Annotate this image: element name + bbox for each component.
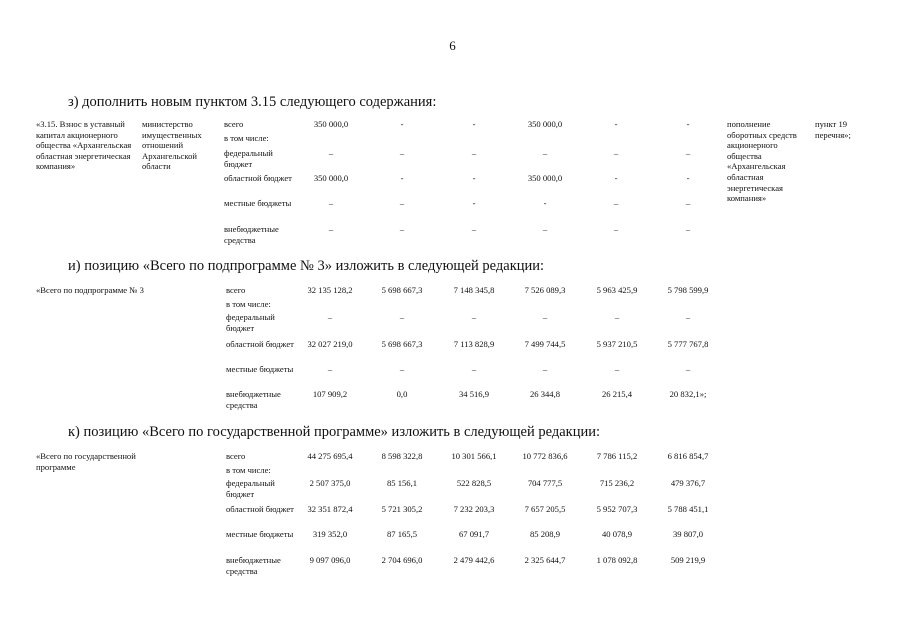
row-value-cell: 350 000,0 — [527, 119, 563, 129]
row-value-cell: 7 113 828,9 — [453, 339, 495, 349]
row-value-cell: 32 351 872,4 — [307, 504, 353, 514]
row-value-cell: 479 376,7 — [670, 478, 706, 488]
row-value-cell: 20 832,1»; — [669, 389, 707, 399]
row-label: областной бюджет — [226, 504, 294, 514]
row-value-cell: – — [685, 198, 691, 208]
row-value-cell: 5 952 707,3 — [596, 504, 638, 514]
row-value-cell: 1 078 092,8 — [596, 555, 638, 565]
section-z-result: пополнение оборотных средств акционерного общества «Архангельская областная энергетическая компания» — [727, 119, 797, 204]
row-label: в том числе: — [226, 465, 271, 475]
row-value-cell: 2 325 644,7 — [524, 555, 566, 565]
row-value-cell: 319 352,0 — [312, 529, 348, 539]
row-label: федеральный бюджет — [226, 312, 275, 333]
row-value-cell: 6 816 854,7 — [667, 451, 709, 461]
row-value-cell: 40 078,9 — [601, 529, 633, 539]
section-z-link: пункт 19 перечня»; — [815, 119, 851, 140]
row-value-cell: 5 788 451,1 — [667, 504, 709, 514]
row-value-cell: 7 499 744,5 — [524, 339, 566, 349]
row-value-cell: - — [400, 119, 404, 129]
row-value-cell: – — [542, 224, 548, 234]
row-value-cell: 107 909,2 — [312, 389, 348, 399]
row-value-cell: 26 344,8 — [529, 389, 561, 399]
row-label: местные бюджеты — [224, 198, 292, 208]
row-value-cell: – — [327, 364, 333, 374]
row-label: местные бюджеты — [226, 364, 294, 374]
row-value-cell: – — [399, 364, 405, 374]
row-value-cell: – — [399, 312, 405, 322]
row-value-cell: 44 275 695,4 — [307, 451, 353, 461]
row-label: в том числе: — [226, 299, 271, 309]
row-value-cell: – — [685, 148, 691, 158]
row-value-cell: – — [471, 364, 477, 374]
row-value-cell: – — [542, 312, 548, 322]
row-value-cell: 522 828,5 — [456, 478, 492, 488]
row-value-cell: 26 215,4 — [601, 389, 633, 399]
row-value-cell: 7 657 205,5 — [524, 504, 566, 514]
row-value-cell: 8 598 322,8 — [381, 451, 423, 461]
row-label: внебюджетные средства — [224, 224, 279, 245]
row-value-cell: – — [685, 224, 691, 234]
row-value-cell: 715 236,2 — [599, 478, 635, 488]
row-value-cell: 5 698 667,3 — [381, 339, 423, 349]
row-value-cell: 5 963 425,9 — [596, 285, 638, 295]
row-value-cell: – — [328, 198, 334, 208]
section-k-heading: к) позицию «Всего по государственной программе» изложить в следующей редакции: — [68, 424, 601, 440]
row-value-cell: 9 097 096,0 — [309, 555, 351, 565]
row-value-cell: – — [614, 364, 620, 374]
row-value-cell: 5 798 599,9 — [667, 285, 709, 295]
row-label: областной бюджет — [226, 339, 294, 349]
row-value-cell: 87 165,5 — [386, 529, 418, 539]
row-value-cell: - — [472, 119, 476, 129]
row-value-cell: 5 721 305,2 — [381, 504, 423, 514]
row-value-cell: 85 156,1 — [386, 478, 418, 488]
section-i-item-name: «Всего по подпрограмме № 3 — [36, 285, 144, 295]
row-value-cell: – — [542, 364, 548, 374]
row-value-cell: 85 208,9 — [529, 529, 561, 539]
row-value-cell: – — [685, 364, 691, 374]
row-value-cell: - — [543, 198, 547, 208]
page-number: 6 — [449, 38, 456, 53]
row-value-cell: - — [614, 119, 618, 129]
row-value-cell: 350 000,0 — [313, 119, 349, 129]
row-label: всего — [226, 451, 246, 461]
row-label: в том числе: — [224, 133, 269, 143]
section-z-executor: министерство имущественных отношений Архангельской области — [142, 119, 202, 172]
section-z-item-name: «3.15. Взнос в уставный капитал акционерного общества «Архангельская областная энергетическая компания» — [36, 119, 132, 172]
row-value-cell: – — [471, 312, 477, 322]
row-value-cell: – — [328, 148, 334, 158]
row-value-cell: – — [471, 224, 477, 234]
row-label: всего — [224, 119, 244, 129]
row-value-cell: 7 232 203,3 — [453, 504, 495, 514]
row-value-cell: – — [399, 148, 405, 158]
row-label: местные бюджеты — [226, 529, 294, 539]
row-value-cell: – — [542, 148, 548, 158]
row-value-cell: – — [327, 312, 333, 322]
row-value-cell: - — [614, 173, 618, 183]
row-value-cell: 10 772 836,6 — [522, 451, 568, 461]
row-value-cell: 350 000,0 — [313, 173, 349, 183]
row-label: внебюджетные средства — [226, 389, 281, 410]
row-value-cell: – — [399, 198, 405, 208]
row-value-cell: - — [686, 119, 690, 129]
row-label: внебюджетные средства — [226, 555, 281, 576]
row-label: федеральный бюджет — [226, 478, 275, 499]
row-value-cell: 509 219,9 — [670, 555, 706, 565]
row-value-cell: 704 777,5 — [527, 478, 563, 488]
row-value-cell: - — [400, 173, 404, 183]
row-value-cell: 5 698 667,3 — [381, 285, 423, 295]
row-value-cell: 0,0 — [396, 389, 408, 399]
row-value-cell: 2 704 696,0 — [381, 555, 423, 565]
row-value-cell: 7 786 115,2 — [596, 451, 638, 461]
row-value-cell: 5 777 767,8 — [667, 339, 709, 349]
row-value-cell: – — [614, 312, 620, 322]
row-label: федеральный бюджет — [224, 148, 273, 169]
section-k-item-name: «Всего по государственной программе — [36, 451, 136, 472]
row-value-cell: - — [686, 173, 690, 183]
row-value-cell: 7 148 345,8 — [453, 285, 495, 295]
row-value-cell: – — [613, 148, 619, 158]
section-z-heading: з) дополнить новым пунктом 3.15 следующего содержания: — [68, 94, 437, 110]
row-value-cell: 32 135 128,2 — [307, 285, 353, 295]
row-value-cell: - — [472, 198, 476, 208]
row-value-cell: – — [613, 224, 619, 234]
row-value-cell: 32 027 219,0 — [307, 339, 353, 349]
row-label: областной бюджет — [224, 173, 292, 183]
row-value-cell: 7 526 089,3 — [524, 285, 566, 295]
row-value-cell: 2 507 375,0 — [309, 478, 351, 488]
row-value-cell: - — [472, 173, 476, 183]
row-value-cell: 39 807,0 — [672, 529, 704, 539]
row-value-cell: – — [471, 148, 477, 158]
row-value-cell: 350 000,0 — [527, 173, 563, 183]
row-value-cell: – — [685, 312, 691, 322]
row-value-cell: 10 301 566,1 — [451, 451, 497, 461]
row-value-cell: 2 479 442,6 — [453, 555, 495, 565]
section-i-heading: и) позицию «Всего по подпрограмме № 3» изложить в следующей редакции: — [68, 258, 545, 274]
row-value-cell: – — [613, 198, 619, 208]
row-value-cell: – — [328, 224, 334, 234]
row-value-cell: 67 091,7 — [458, 529, 490, 539]
row-value-cell: – — [399, 224, 405, 234]
row-value-cell: 5 937 210,5 — [596, 339, 638, 349]
row-value-cell: 34 516,9 — [458, 389, 490, 399]
row-label: всего — [226, 285, 246, 295]
